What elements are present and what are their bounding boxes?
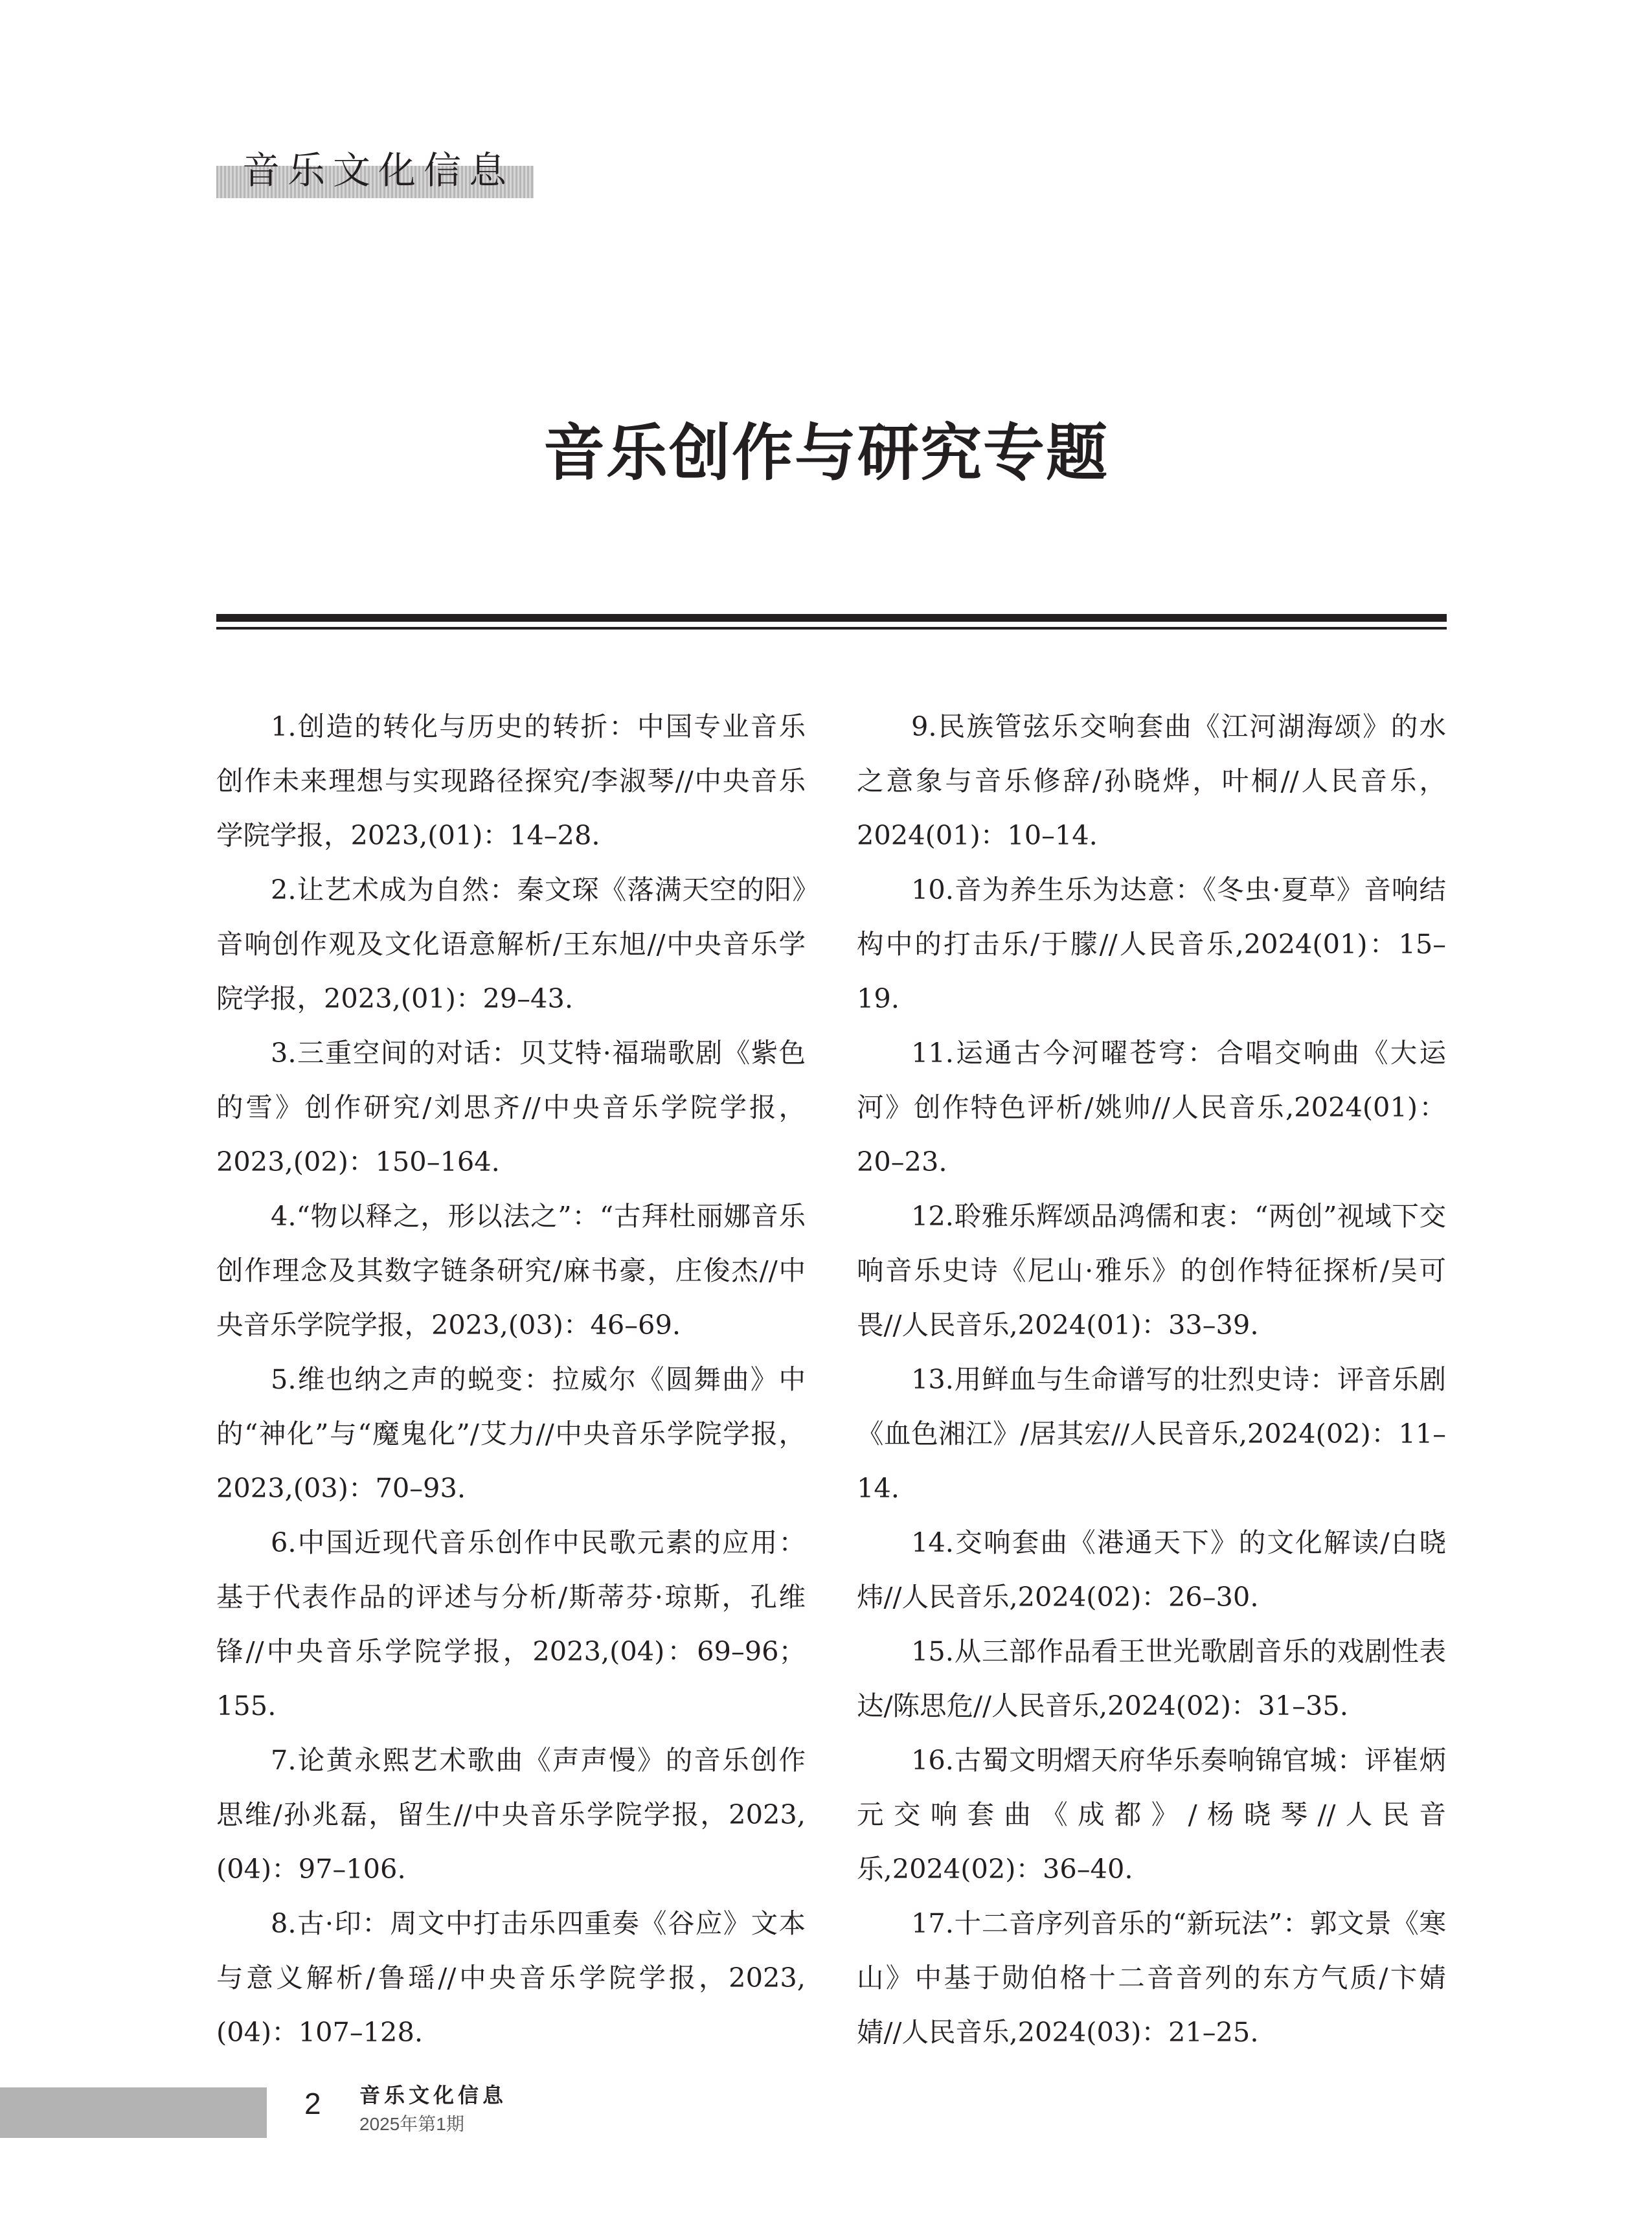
section-header-text: 音乐文化信息 <box>242 148 515 192</box>
reference-entry: 7.论黄永熙艺术歌曲《声声慢》的音乐创作思维/孙兆磊，留生//中央音乐学院学报，2023,(04)：97–106. <box>216 1744 806 1885</box>
reference-entry: 3.三重空间的对话：贝艾特·福瑞歌剧《紫色的雪》创作研究/刘思齐//中央音乐学院学报，2023,(02)：150–164. <box>216 1037 806 1177</box>
reference-entry: 16.古蜀文明熠天府华乐奏响锦官城：评崔炳元交响套曲《成都》/杨晓琴//人民音乐,2024(02)：36–40. <box>857 1744 1446 1885</box>
reference-entry: 9.民族管弦乐交响套曲《江河湖海颂》的水之意象与音乐修辞/孙晓烨，叶桐//人民音乐，2024(01)：10–14. <box>857 710 1446 851</box>
reference-entry: 6.中国近现代音乐创作中民歌元素的应用：基于代表作品的评述与分析/斯蒂芬·琼斯，孔维锋//中央音乐学院学报，2023,(04)：69–96；155. <box>216 1527 806 1721</box>
reference-entry: 4.“物以释之，形以法之”：“古拜杜丽娜音乐创作理念及其数字链条研究/麻书豪，庄俊杰//中央音乐学院学报，2023,(03)：46–69. <box>216 1200 806 1341</box>
left-column <box>216 699 806 2060</box>
footer-journal-name: 音乐文化信息 <box>359 2083 508 2107</box>
reference-entry: 15.从三部作品看王世光歌剧音乐的戏剧性表达/陈思危//人民音乐,2024(02)：31–35. <box>857 1635 1446 1721</box>
footer-issue: 2025年第1期 <box>359 2114 464 2134</box>
reference-entry: 12.聆雅乐辉颂品鸿儒和衷：“两创”视域下交响音乐史诗《尼山·雅乐》的创作特征探析/吴可畏//人民音乐,2024(01)：33–39. <box>857 1200 1446 1341</box>
reference-entry: 13.用鲜血与生命谱写的壮烈史诗：评音乐剧《血色湘江》/居其宏//人民音乐,2024(02)：11–14. <box>857 1363 1446 1504</box>
section-header <box>216 142 514 198</box>
right-column <box>857 699 1446 2060</box>
reference-entry: 11.运通古今河曜苍穹：合唱交响曲《大运河》创作特色评析/姚帅//人民音乐,2024(01)：20–23. <box>857 1037 1446 1177</box>
reference-entry: 10.音为养生乐为达意：《冬虫·夏草》音响结构中的打击乐/于朦//人民音乐,2024(01)：15–19. <box>857 874 1446 1014</box>
reference-entry: 8.古·印：周文中打击乐四重奏《谷应》文本与意义解析/鲁瑶//中央音乐学院学报，2023,(04)：107–128. <box>216 1907 806 2048</box>
page-number: 2 <box>304 2087 321 2120</box>
reference-entry: 14.交响套曲《港通天下》的文化解读/白晓炜//人民音乐,2024(02)：26–30. <box>857 1527 1446 1613</box>
page-title: 音乐创作与研究专题 <box>543 417 1109 489</box>
reference-entry: 1.创造的转化与历史的转折：中国专业音乐创作未来理想与实现路径探究/李淑琴//中央音乐学院学报，2023,(01)：14–28. <box>216 710 806 851</box>
title-rule-thin <box>216 627 1447 630</box>
reference-entry: 5.维也纳之声的蜕变：拉威尔《圆舞曲》中的“神化”与“魔鬼化”/艾力//中央音乐学院学报，2023,(03)：70–93. <box>216 1363 806 1504</box>
footer-bar <box>0 2087 267 2138</box>
title-rule-thick <box>216 614 1447 622</box>
reference-entry: 17.十二音序列音乐的“新玩法”：郭文景《寒山》中基于勋伯格十二音音列的东方气质/卞婧婧//人民音乐,2024(03)：21–25. <box>857 1907 1446 2048</box>
reference-entry: 2.让艺术成为自然：秦文琛《落满天空的阳》音响创作观及文化语意解析/王东旭//中央音乐学院学报，2023,(01)：29–43. <box>216 874 806 1014</box>
